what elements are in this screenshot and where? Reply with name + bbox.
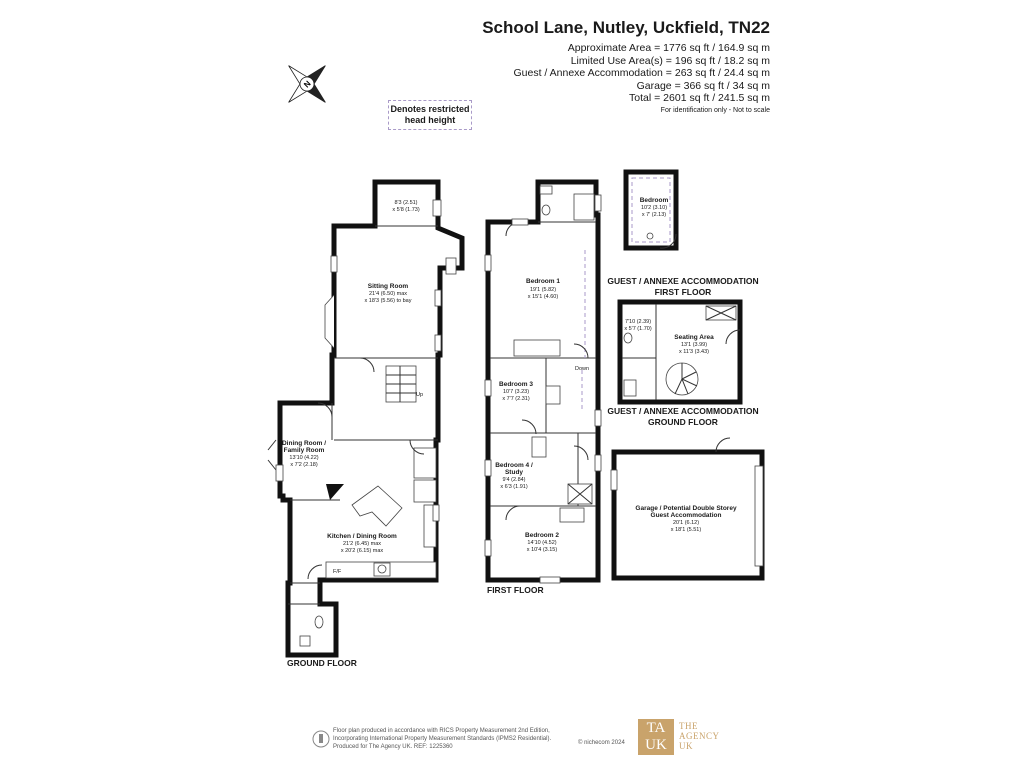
bedroom-3-name: Bedroom 3: [499, 381, 533, 388]
annexe-small-dims: x 5'7 (1.70): [624, 326, 652, 332]
kitchen-name: Kitchen / Dining Room: [327, 533, 397, 540]
footer-line: Produced for The Agency UK. REF: 1225360: [333, 744, 453, 750]
seating-area-name: Seating Area: [674, 334, 714, 341]
bedroom-4-dims: 9'4 (2.84): [502, 477, 526, 483]
dining-room-name: Family Room: [283, 447, 325, 454]
stairs-up-label: Up: [416, 392, 424, 398]
ground-floor-plan: [268, 182, 462, 668]
footer-line: Incorporating International Property Measurement Standards (IPMS2 Residential).: [333, 736, 552, 742]
sitting-room-dims: x 18'3 (5.56) to bay: [364, 298, 412, 304]
annexe-ground-floor-plan: [607, 302, 758, 427]
bedroom-2-name: Bedroom 2: [525, 532, 559, 539]
agency-logo: [638, 719, 674, 755]
dining-room-dims: x 7'2 (2.18): [290, 462, 318, 468]
bedroom-4-name: Study: [504, 469, 524, 476]
fridge-freezer-label: F/F: [333, 569, 342, 575]
rics-icon: [313, 731, 329, 747]
bedroom-1-dims: x 15'1 (4.60): [527, 294, 559, 300]
garage-dims: 20'1 (6.12): [672, 520, 700, 526]
bedroom-4-name: Bedroom 4 /: [495, 462, 533, 469]
kitchen-dims: 21'2 (6.45) max: [342, 541, 382, 547]
first-floor-label: FIRST FLOOR: [487, 585, 544, 595]
bay-dims: 8'3 (2.51): [394, 200, 418, 206]
garage-name: Guest Accommodation: [650, 512, 722, 519]
restricted-height-legend: Denotes restricted head height: [388, 100, 472, 130]
stairs-down-label: Down: [575, 366, 590, 372]
agency-line: AGENCY: [679, 731, 720, 741]
seating-area-dims: x 11'3 (3.43): [679, 349, 709, 355]
logo-top: TA: [646, 720, 666, 736]
dining-room-dims: 13'10 (4.22): [289, 455, 319, 461]
annexe-bedroom-dims: 10'2 (3.10): [640, 205, 668, 211]
ground-floor-label: GROUND FLOOR: [287, 658, 357, 668]
agency-name: [679, 721, 720, 751]
garage-name: Garage / Potential Double Storey: [635, 505, 737, 512]
area-line: Total = 2601 sq ft / 241.5 sq m: [629, 92, 770, 104]
seating-area-dims: 13'1 (3.99): [680, 342, 708, 348]
area-line: Limited Use Area(s) = 196 sq ft / 18.2 sq m: [570, 54, 770, 67]
scale-note: For identification only - Not to scale: [660, 106, 770, 114]
area-line: Guest / Annexe Accommodation = 263 sq ft / 24.4 sq m: [513, 67, 770, 79]
garage-dims: x 18'1 (5.51): [670, 527, 702, 533]
kitchen-dims: x 20'2 (6.15) max: [340, 548, 384, 554]
bedroom-2-dims: x 10'4 (3.15): [526, 547, 558, 553]
bedroom-3-dims: 10'7 (3.23): [502, 389, 530, 395]
property-title: School Lane, Nutley, Uckfield, TN22: [482, 18, 770, 37]
agency-line: UK: [679, 741, 693, 751]
compass-icon: [285, 62, 329, 106]
footer-line: Floor plan produced in accordance with RICS Property Measurement 2nd Edition,: [333, 728, 550, 734]
bedroom-2-dims: 14'10 (4.52): [527, 540, 557, 546]
first-floor-plan: [485, 182, 601, 595]
annexe-ground-label: GROUND FLOOR: [648, 417, 718, 427]
area-line: Garage = 366 sq ft / 34 sq m: [636, 79, 770, 92]
dining-room-name: Dining Room /: [281, 440, 327, 447]
annexe-first-floor-plan: [607, 172, 758, 297]
sitting-room-dims: 21'4 (6.50) max: [368, 291, 408, 297]
area-line: Approximate Area = 1776 sq ft / 164.9 sq m: [567, 42, 770, 54]
annexe-ground-label: GUEST / ANNEXE ACCOMMODATION: [607, 406, 759, 416]
logo-bottom: UK: [645, 737, 667, 753]
garage-plan: [611, 438, 763, 578]
annexe-first-label: FIRST FLOOR: [654, 287, 712, 297]
copyright: © nichecom 2024: [578, 740, 625, 746]
annexe-first-label: GUEST / ANNEXE ACCOMMODATION: [607, 276, 759, 286]
annexe-bedroom-name: Bedroom: [639, 197, 669, 204]
bedroom-3-dims: x 7'7 (2.31): [502, 396, 530, 402]
bay-dims: x 5'8 (1.73): [392, 207, 420, 213]
compass-letter: N: [302, 79, 313, 90]
bedroom-4-dims: x 6'3 (1.91): [500, 484, 528, 490]
footer-text: [333, 727, 593, 751]
agency-line: THE: [679, 721, 698, 731]
sitting-room-name: Sitting Room: [367, 283, 409, 290]
annexe-bedroom-dims: x 7' (2.13): [641, 212, 667, 218]
annexe-small-dims: 7'10 (2.39): [624, 319, 652, 325]
bedroom-1-dims: 19'1 (5.82): [529, 287, 557, 293]
bedroom-1-name: Bedroom 1: [526, 278, 560, 285]
